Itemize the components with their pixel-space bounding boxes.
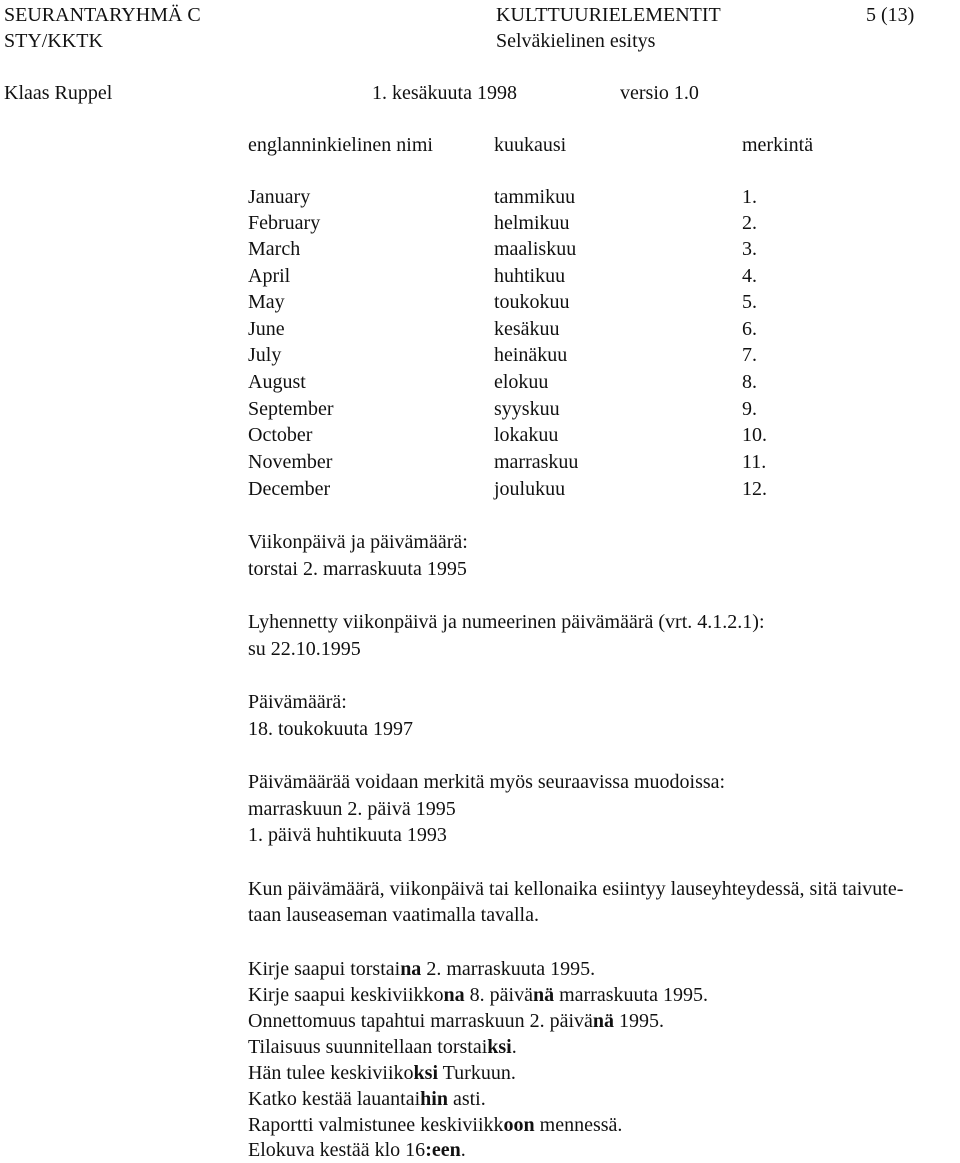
alternative-form-example: 1. päivä huhtikuuta 1993 (248, 824, 447, 846)
table-cell: heinäkuu (494, 344, 568, 366)
table-row (0, 289, 960, 315)
date-example: 18. toukokuuta 1997 (248, 718, 413, 740)
table-cell: 4. (742, 265, 757, 287)
table-cell: syyskuu (494, 398, 560, 420)
table-cell: January (248, 186, 311, 208)
table-row (0, 316, 960, 342)
table-row (0, 184, 960, 210)
document-title: KULTTUURIELEMENTIT (496, 4, 721, 26)
date-label: Päivämäärä: (248, 691, 347, 713)
column-header-notation: merkintä (742, 134, 814, 156)
document-date: 1. kesäkuuta 1998 (372, 82, 517, 104)
inflection-suffix: nä (592, 1010, 615, 1032)
table-row (0, 263, 960, 289)
table-cell: 1. (742, 186, 757, 208)
table-cell: 2. (742, 212, 757, 234)
table-cell: June (248, 318, 285, 340)
short-date-label: Lyhennetty viikonpäivä ja numeerinen päivämäärä (vrt. 4.1.2.1): (248, 611, 765, 633)
table-row (0, 449, 960, 475)
table-cell: 5. (742, 291, 757, 313)
table-cell: 7. (742, 344, 757, 366)
table-cell: December (248, 478, 331, 500)
weekday-date-example: torstai 2. marraskuuta 1995 (248, 558, 467, 580)
table-row (0, 236, 960, 262)
short-date-example: su 22.10.1995 (248, 638, 361, 660)
inflection-suffix: oon (503, 1114, 535, 1136)
table-cell: November (248, 451, 333, 473)
page-number: 5 (13) (866, 4, 915, 26)
table-row (0, 210, 960, 236)
example-sentence: Kirje saapui keskiviikkona 8. päivänä marraskuuta 1995. (248, 984, 708, 1006)
table-cell: huhtikuu (494, 265, 566, 287)
org-name: SEURANTARYHMÄ C (4, 4, 201, 26)
inflection-suffix: hin (420, 1088, 448, 1110)
table-cell: 12. (742, 478, 767, 500)
column-header-month: kuukausi (494, 134, 567, 156)
table-header-row (0, 132, 960, 158)
table-cell: toukokuu (494, 291, 570, 313)
example-sentence: Katko kestää lauantaihin asti. (248, 1088, 486, 1110)
table-cell: helmikuu (494, 212, 570, 234)
table-cell: October (248, 424, 313, 446)
table-row (0, 422, 960, 448)
example-sentence: Onnettomuus tapahtui marraskuun 2. päivänä 1995. (248, 1010, 665, 1032)
inflection-suffix: ksi (413, 1062, 438, 1084)
org-unit: STY/KKTK (4, 30, 103, 52)
inflection-suffix: :een (425, 1139, 461, 1161)
inflection-suffix: ksi (487, 1036, 512, 1058)
table-cell: elokuu (494, 371, 549, 393)
table-row (0, 342, 960, 368)
example-sentence: Hän tulee keskiviikoksi Turkuun. (248, 1062, 516, 1084)
inflection-suffix: na (443, 984, 465, 1006)
alternative-forms-label: Päivämäärää voidaan merkitä myös seuraavissa muodoissa: (248, 771, 726, 793)
inflection-note-line: taan lauseaseman vaatimalla tavalla. (248, 904, 539, 926)
author: Klaas Ruppel (4, 82, 113, 104)
table-cell: 3. (742, 238, 757, 260)
table-cell: April (248, 265, 291, 287)
table-row (0, 476, 960, 502)
example-sentence: Raportti valmistunee keskiviikkoon mennessä. (248, 1114, 623, 1136)
document-version: versio 1.0 (620, 82, 699, 104)
table-cell: 6. (742, 318, 757, 340)
table-cell: July (248, 344, 282, 366)
table-row (0, 369, 960, 395)
table-cell: 10. (742, 424, 767, 446)
table-cell: lokakuu (494, 424, 559, 446)
inflection-note-line: Kun päivämäärä, viikonpäivä tai kellonaika esiintyy lauseyhteydessä, sitä taivute- (248, 878, 904, 900)
table-cell: 8. (742, 371, 757, 393)
table-cell: May (248, 291, 285, 313)
inflection-suffix: nä (532, 984, 555, 1006)
table-cell: marraskuu (494, 451, 579, 473)
table-cell: maaliskuu (494, 238, 577, 260)
table-cell: kesäkuu (494, 318, 560, 340)
table-cell: joulukuu (494, 478, 566, 500)
table-cell: March (248, 238, 301, 260)
alternative-form-example: marraskuun 2. päivä 1995 (248, 798, 456, 820)
table-cell: August (248, 371, 306, 393)
example-sentence: Kirje saapui torstaina 2. marraskuuta 1995. (248, 958, 596, 980)
column-header-english-name: englanninkielinen nimi (248, 134, 433, 156)
inflection-suffix: na (400, 958, 422, 980)
document-subtitle: Selväkielinen esitys (496, 30, 656, 52)
table-cell: September (248, 398, 334, 420)
table-cell: tammikuu (494, 186, 576, 208)
table-cell: 9. (742, 398, 757, 420)
example-sentence: Tilaisuus suunnitellaan torstaiksi. (248, 1036, 517, 1058)
example-sentence: Elokuva kestää klo 16:een. (248, 1139, 466, 1161)
table-cell: February (248, 212, 321, 234)
table-cell: 11. (742, 451, 767, 473)
table-row (0, 396, 960, 422)
weekday-date-label: Viikonpäivä ja päivämäärä: (248, 531, 468, 553)
